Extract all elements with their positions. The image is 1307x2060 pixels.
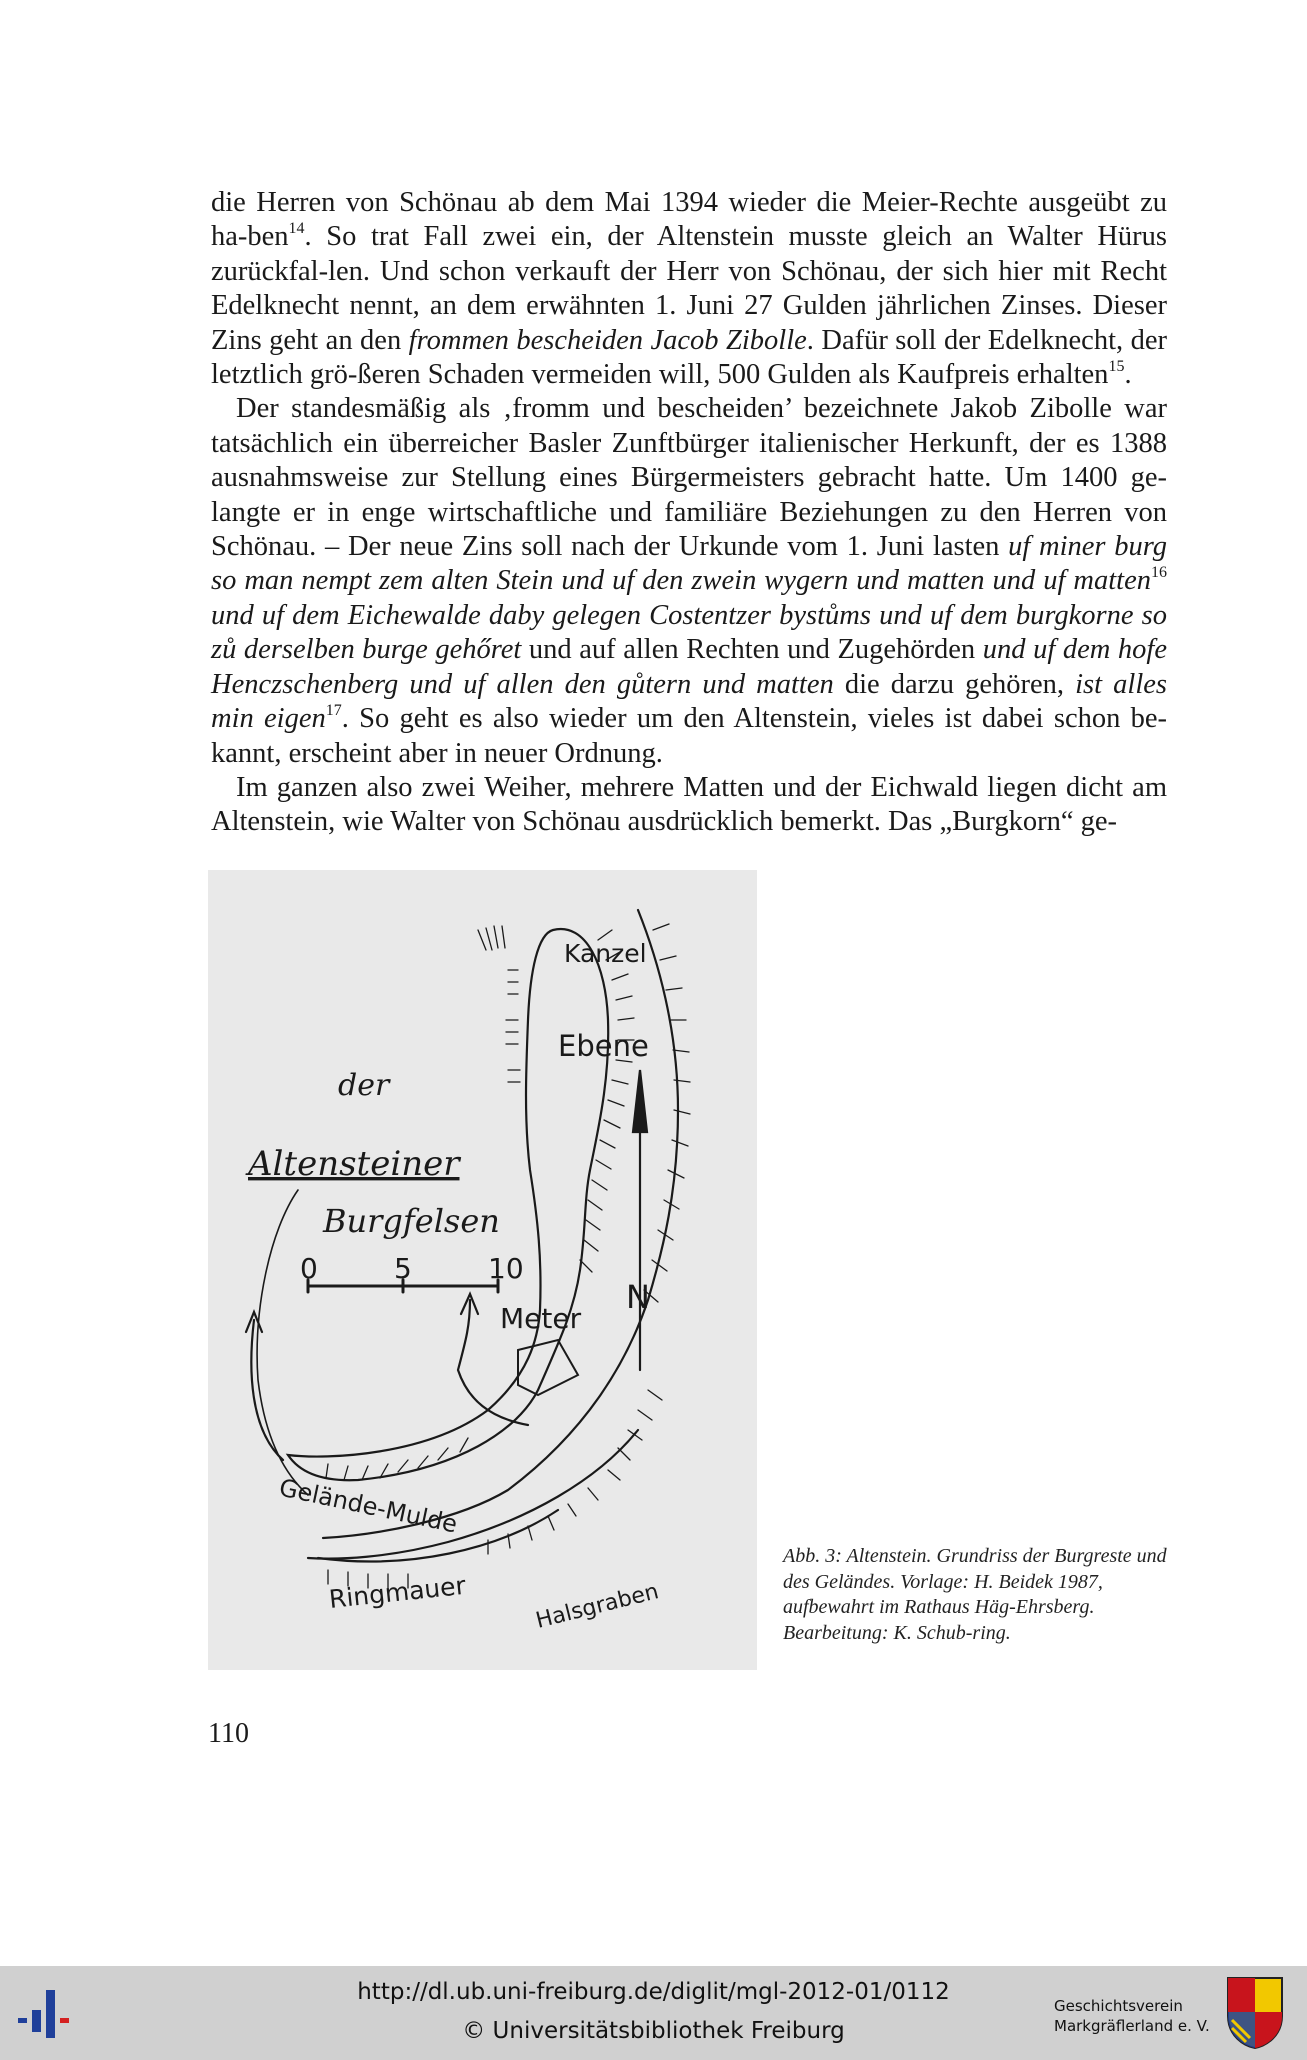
text-run: . — [1124, 359, 1132, 391]
footnote-ref[interactable]: 14 — [288, 219, 305, 237]
text-run: die Herren von Schönau ab dem Mai 1394 wieder die Meier-Rechte ausgeübt zu ha-ben — [211, 187, 1167, 253]
paragraph-3: Im ganzen also zwei Weiher, mehrere Matten und der Eichwald liegen dicht am Altenstein, wie Walter von Schönau ausdrücklich bemerkt. Das „Burgkorn“ ge- — [211, 771, 1167, 838]
text-run: und auf allen Rechten und Zugehörden — [521, 634, 983, 666]
site-plan-figure — [208, 870, 757, 1670]
scale-label-10: 10 — [488, 1252, 524, 1285]
paragraph-1 — [211, 186, 1167, 392]
quoted-text: uf miner burg so man nempt zem alten Stein und uf den zwein wygern und matten und uf matten — [211, 531, 1167, 597]
footnote-ref[interactable]: 15 — [1108, 357, 1125, 375]
quoted-text: und uf dem Eichewalde daby gelegen Costentzer bystůms und uf dem burgkorne so zů derselben burge gehőret — [211, 599, 1167, 666]
label-ebene: Ebene — [558, 1029, 649, 1063]
label-der: der — [338, 1068, 390, 1103]
scale-label-0: 0 — [300, 1252, 318, 1285]
society-crest-icon — [1226, 1976, 1284, 2050]
figure-caption: Abb. 3: Altenstein. Grundriss der Burgreste und des Geländes. Vorlage: H. Beidek 1987, aufbewahrt im Rathaus Häg-Ehrsberg. Bearbeitung: K. Schub-ring. — [783, 1545, 1167, 1644]
text-run: . So geht es also wieder um den Altenstein, vieles ist dabei schon be-kannt, erscheint aber in neuer Ordnung. — [211, 703, 1167, 769]
document-url-link[interactable]: http://dl.ub.uni-freiburg.de/diglit/mgl-2012-01/0112 — [357, 1979, 950, 2005]
scale-label-5: 5 — [394, 1252, 412, 1285]
paragraph-2 — [211, 392, 1167, 770]
label-kanzel: Kanzel — [564, 939, 647, 968]
page-number: 110 — [208, 1718, 249, 1749]
body-text — [211, 186, 1167, 840]
label-altensteiner: Altensteiner — [248, 1144, 460, 1184]
label-halsgraben: Halsgraben — [533, 1579, 662, 1634]
footer-bar — [0, 1966, 1307, 2060]
text-run: . So trat Fall zwei ein, der Altenstein musste gleich an Walter Hürus zurückfal-len. Und schon verkauft der Herr von Schönau, der sich hier mit Recht Edelknecht nennt, an dem erwähnten 1. Juni 27 Gulden jährlichen Zinses. Dieser Zins geht an den — [211, 221, 1167, 356]
society-line-1: Geschichtsverein — [1054, 1997, 1183, 2015]
quoted-text: und uf dem hofe Henczschenberg und uf allen den gůtern und matten — [211, 634, 1168, 700]
copyright-notice: © Universitätsbibliothek Freiburg — [462, 2018, 845, 2044]
quoted-text: ist alles min eigen — [211, 668, 1167, 735]
label-mulde: Gelände-Mulde — [276, 1473, 460, 1539]
label-meter: Meter — [500, 1302, 582, 1335]
text-run: . Dafür soll der Edelknecht, der letztlich grö-ßeren Schaden vermeiden will, 500 Gulden als Kaufpreis erhalten — [211, 324, 1167, 391]
label-north: N — [626, 1278, 650, 1316]
footnote-ref[interactable]: 16 — [1151, 563, 1167, 581]
society-name — [1054, 1996, 1214, 2036]
footnote-ref[interactable]: 17 — [325, 701, 342, 719]
society-line-2: Markgräflerland e. V. — [1054, 2017, 1210, 2035]
text-run: die darzu gehören, — [833, 668, 1076, 700]
site-plan-drawing — [208, 870, 757, 1670]
mulde-arrow-left — [246, 1312, 283, 1460]
north-arrow-head — [633, 1070, 647, 1132]
label-burgfelsen: Burgfelsen — [323, 1202, 500, 1240]
label-ringmauer: Ringmauer — [327, 1570, 468, 1614]
quoted-text: frommen bescheiden Jacob Zibolle — [408, 324, 807, 356]
terrain-left — [257, 1190, 308, 1495]
text-run: Der standesmäßig als ‚fromm und bescheiden’ bezeichnete Jakob Zibolle war tatsächlich ein überreicher Basler Zunftbürger italienischer Herkunft, der es 1388 ausnahmsweise zur Stellung eines Bürgermeisters gebracht hatte. Um 1400 ge-langte er in enge wirtschaftliche und familiäre Beziehungen zu den Herren von Schönau. – Der neue Zins soll nach der Urkunde vom 1. Juni lasten — [211, 393, 1167, 563]
